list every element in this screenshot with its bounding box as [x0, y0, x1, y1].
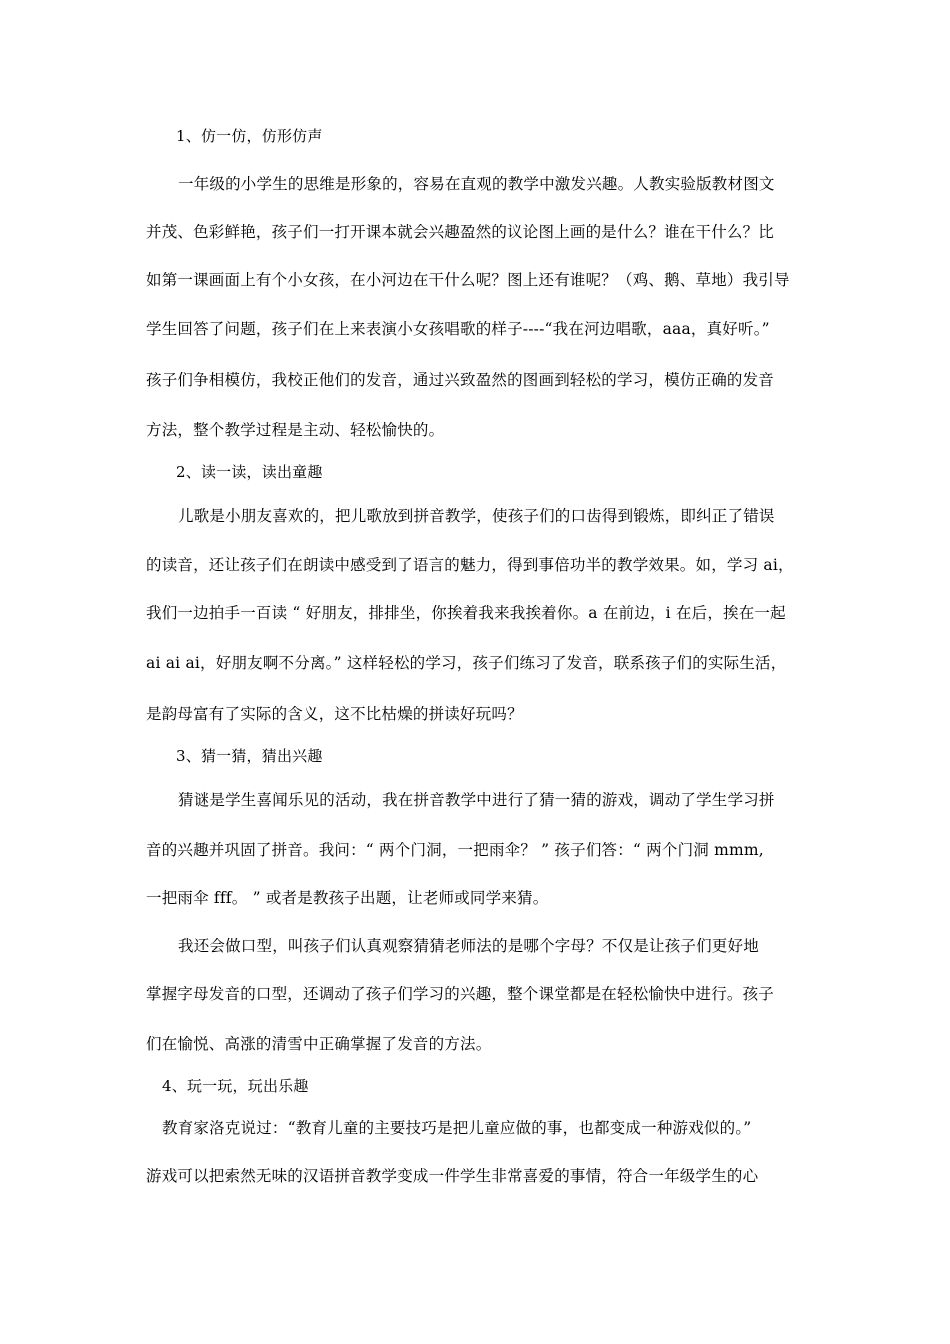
section-heading: 3、猜一猜，猜出兴趣: [176, 747, 323, 765]
paragraph-line: 并茂、色彩鲜艳，孩子们一打开课本就会兴趣盈然的议论图上画的是什么？谁在干什么？比: [146, 223, 775, 241]
paragraph-line: 的读音，还让孩子们在朗读中感受到了语言的魅力，得到事倍功半的教学效果。如，学习 ai，: [146, 556, 794, 574]
paragraph-line: ai ai ai，好朋友啊不分离。” 这样轻松的学习，孩子们练习了发音，联系孩子们的实际生活，: [146, 654, 787, 672]
paragraph-line: 音的兴趣并巩固了拼音。我问：“ 两个门洞，一把雨伞？ ” 孩子们答：“ 两个门洞 mmm,: [146, 841, 764, 859]
section-heading: 1、仿一仿，仿形仿声: [176, 127, 323, 145]
paragraph-line: 一把雨伞 fff。 ” 或者是教孩子出题，让老师或同学来猜。: [146, 889, 549, 907]
paragraph-line: 我还会做口型，叫孩子们认真观察猜猜老师法的是哪个字母？不仅是让孩子们更好地: [178, 937, 759, 955]
paragraph-line: 我们一边拍手一百读 “ 好朋友，排排坐，你挨着我来我挨着你。a 在前边，i 在后，挨在一起: [146, 604, 786, 622]
paragraph-line: 是韵母富有了实际的含义，这不比枯燥的拼读好玩吗？: [146, 705, 523, 723]
paragraph-line: 猜谜是学生喜闻乐见的活动，我在拼音教学中进行了猜一猜的游戏，调动了学生学习拼: [178, 791, 775, 809]
paragraph-line: 方法，整个教学过程是主动、轻松愉快的。: [146, 421, 445, 439]
paragraph-line: 儿歌是小朋友喜欢的，把儿歌放到拼音教学，使孩子们的口齿得到锻炼，即纠正了错误: [178, 507, 775, 525]
paragraph-line: 孩子们争相模仿，我校正他们的发音，通过兴致盈然的图画到轻松的学习，模仿正确的发音: [146, 371, 775, 389]
paragraph-line: 教育家洛克说过：“教育儿童的主要技巧是把儿童应做的事，也都变成一种游戏似的。”: [162, 1119, 752, 1137]
section-heading: 2、读一读，读出童趣: [176, 463, 323, 481]
paragraph-line: 们在愉悦、高涨的清雪中正确掌握了发音的方法。: [146, 1035, 492, 1053]
section-heading: 4、玩一玩，玩出乐趣: [162, 1077, 309, 1095]
paragraph-line: 学生回答了问题，孩子们在上来表演小女孩唱歌的样子----“我在河边唱歌，aaa，真好听。”: [146, 320, 770, 338]
paragraph-line: 如第一课画面上有个小女孩，在小河边在干什么呢？图上还有谁呢？（鸡、鹅、草地）我引导: [146, 271, 790, 289]
paragraph-line: 掌握字母发音的口型，还调动了孩子们学习的兴趣，整个课堂都是在轻松愉快中进行。孩子: [146, 985, 775, 1003]
paragraph-line: 一年级的小学生的思维是形象的，容易在直观的教学中激发兴趣。人教实验版教材图文: [178, 175, 775, 193]
paragraph-line: 游戏可以把索然无味的汉语拼音教学变成一件学生非常喜爱的事情，符合一年级学生的心: [146, 1167, 759, 1185]
